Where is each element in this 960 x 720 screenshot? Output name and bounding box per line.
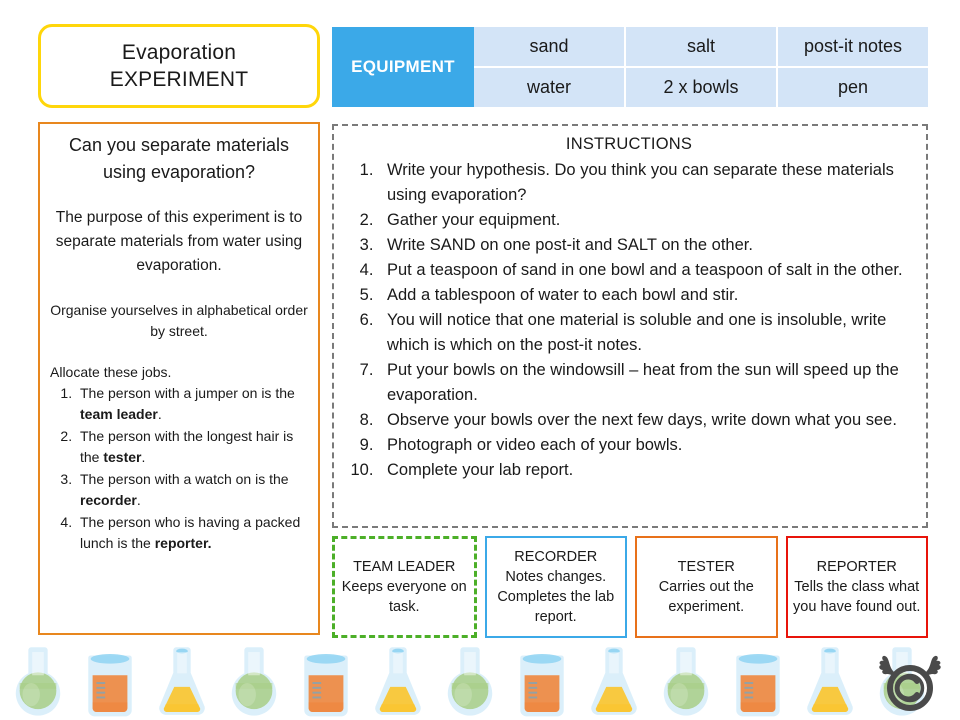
round-flask-green-icon <box>434 640 506 720</box>
conical-flask-yellow-icon <box>578 640 650 720</box>
flask-decoration-strip <box>0 640 960 720</box>
list-item: 2. The person with the longest hair is the tester. <box>76 426 308 468</box>
list-item: 4. Put a teaspoon of sand in one bowl and a teaspoon of salt in the other. <box>378 258 914 283</box>
organise-instruction: Organise yourselves in alphabetical order by street. <box>50 302 308 339</box>
equipment-cell: water <box>474 68 624 107</box>
conical-flask-yellow-icon <box>794 640 866 720</box>
role-title: TEAM LEADER <box>353 559 456 575</box>
role-keyword: reporter. <box>154 535 212 551</box>
role-box-team-leader <box>332 536 477 638</box>
role-description: Tells the class what you have found out. <box>793 579 921 615</box>
equipment-cells <box>474 27 928 107</box>
list-item: 10. Complete your lab report. <box>378 458 914 483</box>
table-row <box>474 27 928 66</box>
equipment-cell: 2 x bowls <box>626 68 776 107</box>
beaker-orange-icon <box>506 640 578 720</box>
conical-flask-yellow-icon <box>362 640 434 720</box>
round-flask-green-icon <box>650 640 722 720</box>
round-flask-green-icon <box>218 640 290 720</box>
role-title: REPORTER <box>816 559 897 575</box>
role-description: Keeps everyone on task. <box>341 579 467 615</box>
list-item: 9. Photograph or video each of your bowls. <box>378 433 914 458</box>
list-item: 5. Add a tablespoon of water to each bowl and stir. <box>378 283 914 308</box>
equipment-cell: sand <box>474 27 624 66</box>
title-line-1: Evaporation <box>121 41 237 64</box>
equipment-table <box>332 27 928 107</box>
list-item: 2. Gather your equipment. <box>378 208 914 233</box>
purpose-paragraph: The purpose of this experiment is to separate materials from water using evaporation. <box>55 209 303 274</box>
flask-row <box>0 640 960 720</box>
job-allocation-list <box>50 383 308 554</box>
role-box-recorder <box>485 536 628 638</box>
round-flask-green-icon <box>2 640 74 720</box>
beaker-orange-icon <box>74 640 146 720</box>
list-item: 1. The person with a jumper on is the team leader. <box>76 383 308 425</box>
beaker-orange-icon <box>722 640 794 720</box>
conical-flask-yellow-icon <box>146 640 218 720</box>
experiment-title-box <box>38 24 320 108</box>
role-boxes <box>332 536 928 638</box>
research-question: Can you separate materials using evaporation? <box>68 135 290 182</box>
list-item: 1. Write your hypothesis. Do you think you can separate these materials using evaporation? <box>378 158 914 208</box>
equipment-header-label: EQUIPMENT <box>332 27 474 107</box>
role-box-reporter <box>786 536 929 638</box>
role-title: TESTER <box>677 559 735 575</box>
list-item: 7. Put your bowls on the windowsill – heat from the sun will speed up the evaporation. <box>378 358 914 408</box>
role-keyword: tester <box>103 449 142 465</box>
title-line-2: EXPERIMENT <box>109 68 249 91</box>
equipment-cell: pen <box>778 68 928 107</box>
beaker-orange-icon <box>290 640 362 720</box>
equipment-cell: post-it notes <box>778 27 928 66</box>
list-item: 8. Observe your bowls over the next few days, write down what you see. <box>378 408 914 433</box>
role-description: Notes changes. Completes the lab report. <box>497 569 615 625</box>
list-item: 6. You will notice that one material is soluble and one is insoluble, write which is which on the post-it notes. <box>378 308 914 358</box>
instructions-list <box>344 158 914 483</box>
role-keyword: recorder <box>80 492 137 508</box>
role-box-tester <box>635 536 778 638</box>
equipment-cell: salt <box>626 27 776 66</box>
role-description: Carries out the experiment. <box>658 579 754 615</box>
allocate-heading: Allocate these jobs. <box>50 364 172 380</box>
instructions-title: INSTRUCTIONS <box>565 135 693 153</box>
list-item: 3. The person with a watch on is the recorder. <box>76 469 308 511</box>
table-row <box>474 68 928 107</box>
purpose-panel <box>38 122 320 635</box>
role-keyword: team leader <box>80 406 158 422</box>
role-title: RECORDER <box>514 549 598 565</box>
copyright-antlers-logo <box>874 650 946 714</box>
instructions-panel <box>332 124 928 528</box>
list-item: 4. The person who is having a packed lunch is the reporter. <box>76 512 308 554</box>
list-item: 3. Write SAND on one post-it and SALT on the other. <box>378 233 914 258</box>
